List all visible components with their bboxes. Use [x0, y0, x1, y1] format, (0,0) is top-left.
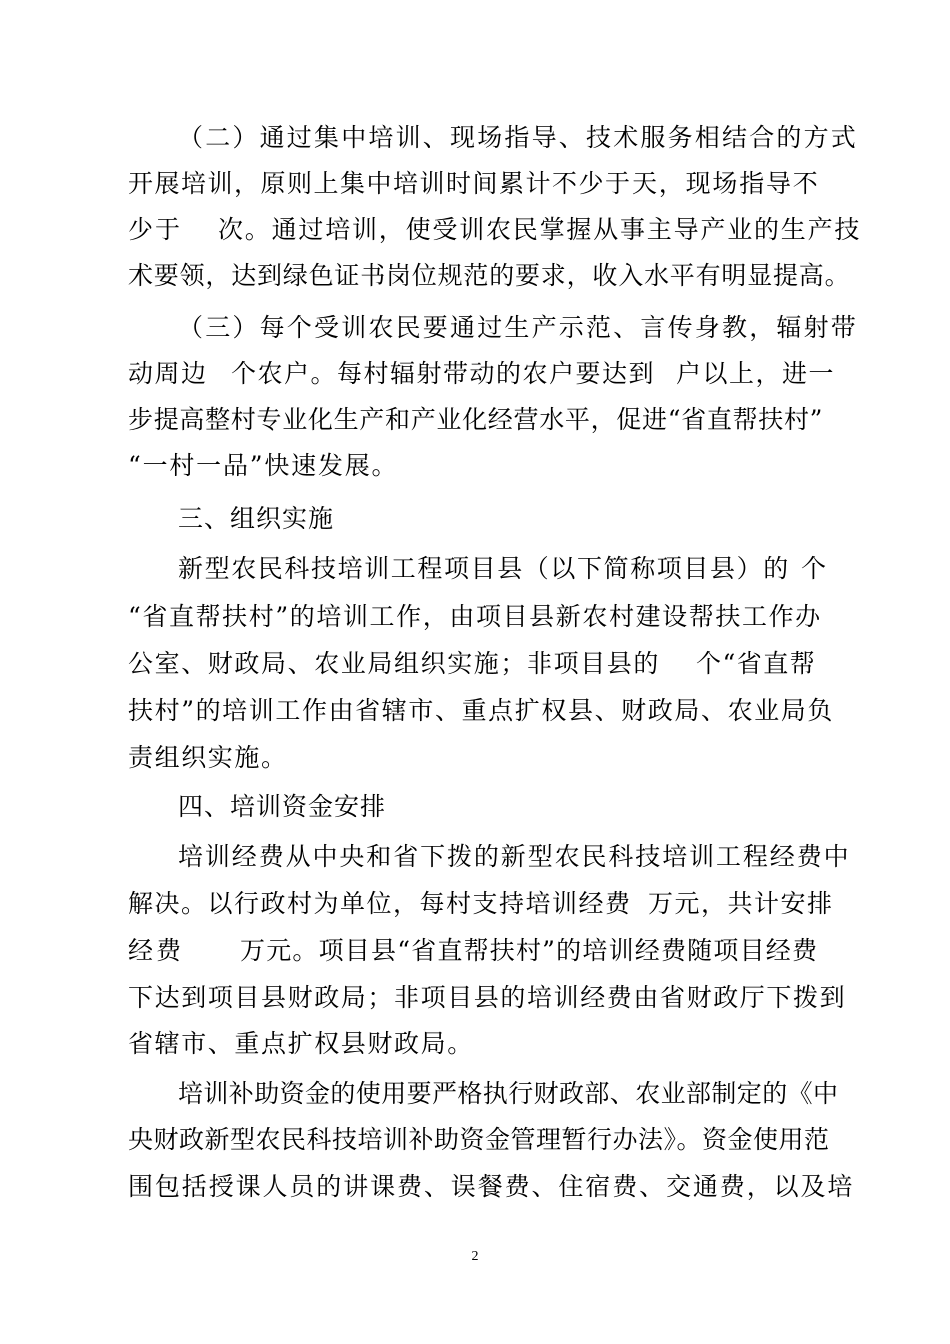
paragraph-line: 少于 次。通过培训，使受训农民掌握从事主导产业的生产技: [128, 215, 862, 244]
paragraph-line: 步提高整村专业化生产和产业化经营水平，促进“省直帮扶村”: [128, 405, 824, 434]
paragraph-line: 培训补助资金的使用要严格执行财政部、农业部制定的《中: [178, 1079, 839, 1108]
paragraph-line: （三）每个受训农民要通过生产示范、言传身教，辐射带: [178, 313, 859, 342]
paragraph-line: “一村一品”快速发展。: [128, 451, 399, 480]
paragraph-line: 责组织实施。: [128, 743, 288, 772]
section-heading: 三、组织实施: [178, 504, 335, 533]
paragraph-line: 术要领，达到绿色证书岗位规范的要求，收入水平有明显提高。: [128, 261, 851, 290]
paragraph-line: 开展培训，原则上集中培训时间累计不少于 天，现场指导不: [128, 169, 820, 198]
paragraph-line: 动周边 个农户。每村辐射带动的农户要达到 户以上，进一: [128, 359, 836, 388]
paragraph-line: 解决。以行政村为单位，每村支持培训经费 万元，共计安排: [128, 889, 834, 918]
paragraph-line: 省辖市、重点扩权县财政局。: [128, 1029, 474, 1058]
paragraph-line: （二）通过集中培训、现场指导、技术服务相结合的方式: [178, 123, 859, 152]
paragraph-line: 围包括授课人员的讲课费、误餐费、住宿费、交通费，以及培: [128, 1172, 855, 1201]
page-number: 2: [471, 1249, 479, 1264]
section-heading: 四、培训资金安排: [178, 792, 387, 821]
paragraph-line: 公室、财政局、农业局组织实施；非项目县的 个“省直帮: [128, 649, 817, 678]
paragraph-line: “省直帮扶村”的培训工作，由项目县新农村建设帮扶工作办: [128, 602, 822, 631]
paragraph-line: 经费 万元。项目县“省直帮扶村”的培训经费随项目经费: [128, 936, 819, 965]
paragraph-line: 培训经费从中央和省下拨的新型农民科技培训工程经费中: [178, 842, 851, 871]
paragraph-line: 下达到项目县财政局；非项目县的培训经费由省财政厅下拨到: [128, 983, 847, 1012]
paragraph-line: 新型农民科技培训工程项目县（以下简称项目县）的 个: [178, 554, 827, 583]
paragraph-line: 央财政新型农民科技培训补助资金管理暂行办法》。资金使用范: [128, 1125, 830, 1154]
paragraph-line: 扶村”的培训工作由省辖市、重点扩权县、财政局、农业局负: [128, 696, 834, 725]
